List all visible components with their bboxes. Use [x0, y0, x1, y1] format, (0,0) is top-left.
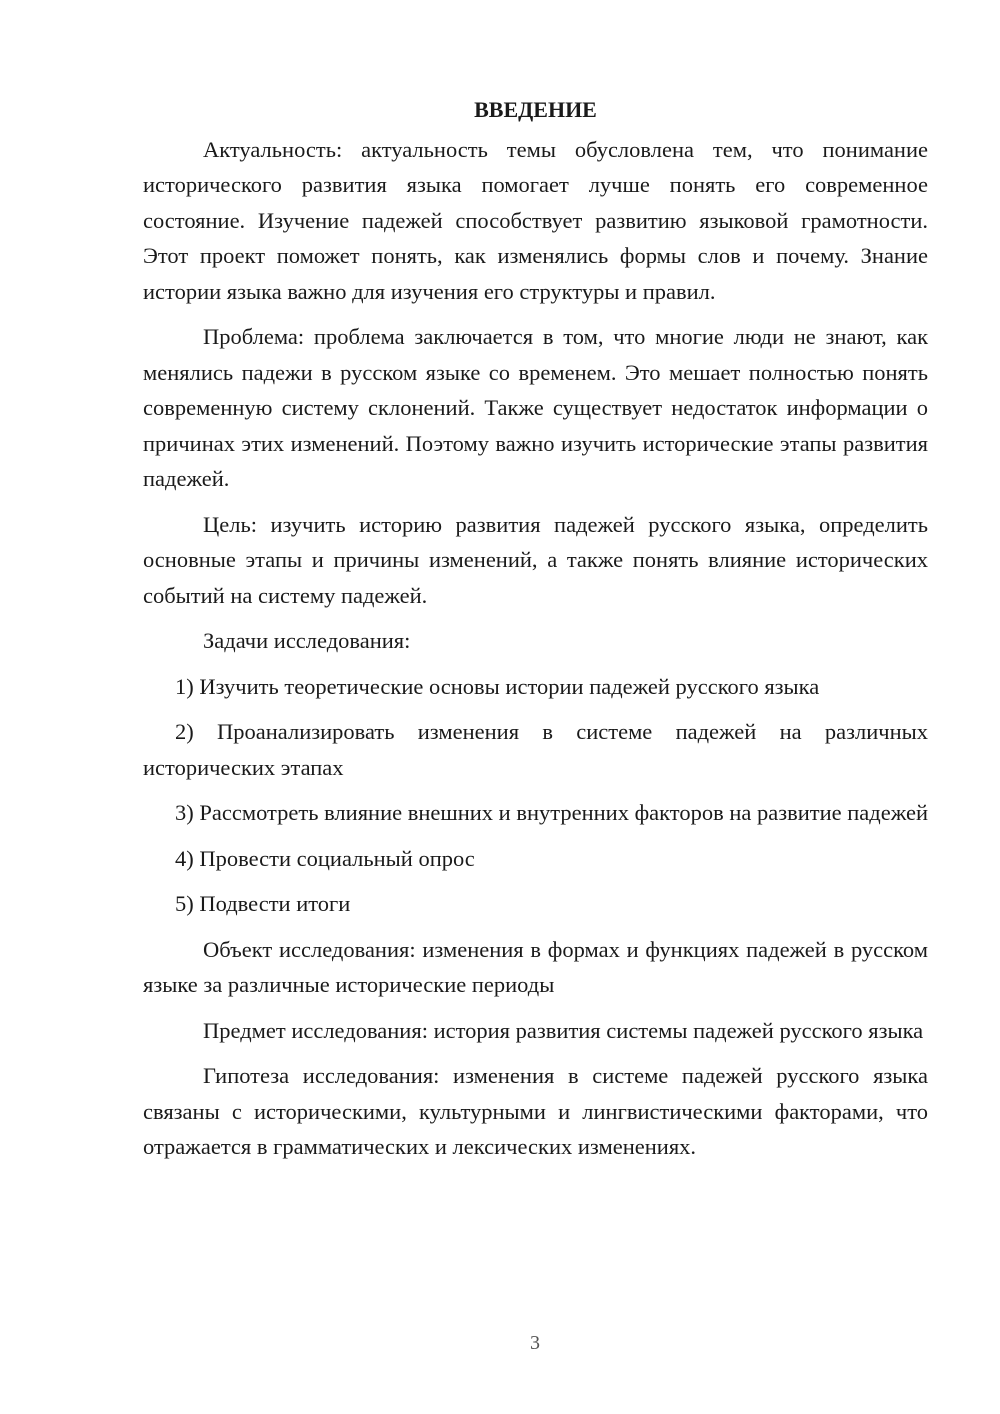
- task-item-5: 5) Подвести итоги: [175, 891, 351, 916]
- task-item-4: 4) Провести социальный опрос: [175, 845, 475, 871]
- problem-paragraph: Проблема: проблема заключается в том, что многие люди не знают, как менялись падежи в русском языке со временем. Это мешает полностью понять современную систему склонений. Также существует недостаток информации о причинах этих изменений. Поэтому важно изучить исторические этапы развития падежей.: [143, 324, 928, 491]
- page-number: 3: [530, 1332, 540, 1354]
- hypothesis-paragraph: Гипотеза исследования: изменения в системе падежей русского языка связаны с историческими, культурными и лингвистическими факторами, что отражается в грамматических и лексических изменениях.: [143, 1063, 928, 1159]
- document-body: [143, 92, 928, 1175]
- goal-paragraph: Цель: изучить историю развития падежей русского языка, определить основные этапы и причины изменений, а также понять влияние исторических событий на систему падежей.: [143, 511, 928, 608]
- task-item-3: 3) Рассмотреть влияние внешних и внутренних факторов на развитие падежей: [175, 800, 928, 825]
- task-item-2: 2) Проанализировать изменения в системе падежей на различных исторических этапах: [143, 719, 928, 780]
- relevance-paragraph: Актуальность: актуальность темы обусловлена тем, что понимание исторического развития языка помогает лучше понять его современное состояние. Изучение падежей способствует развитию языковой грамотности. Этот проект поможет понять, как изменялись формы слов и почему. Знание истории языка важно для изучения его структуры и правил.: [143, 136, 928, 304]
- section-heading: ВВЕДЕНИЕ: [474, 97, 597, 122]
- subject-paragraph: Предмет исследования: история развития системы падежей русского языка: [203, 1017, 924, 1043]
- tasks-title: Задачи исследования:: [203, 628, 411, 653]
- object-paragraph: Объект исследования: изменения в формах и функциях падежей в русском языке за различные исторические периоды: [143, 936, 928, 997]
- task-item-1: 1) Изучить теоретические основы истории падежей русского языка: [175, 673, 820, 699]
